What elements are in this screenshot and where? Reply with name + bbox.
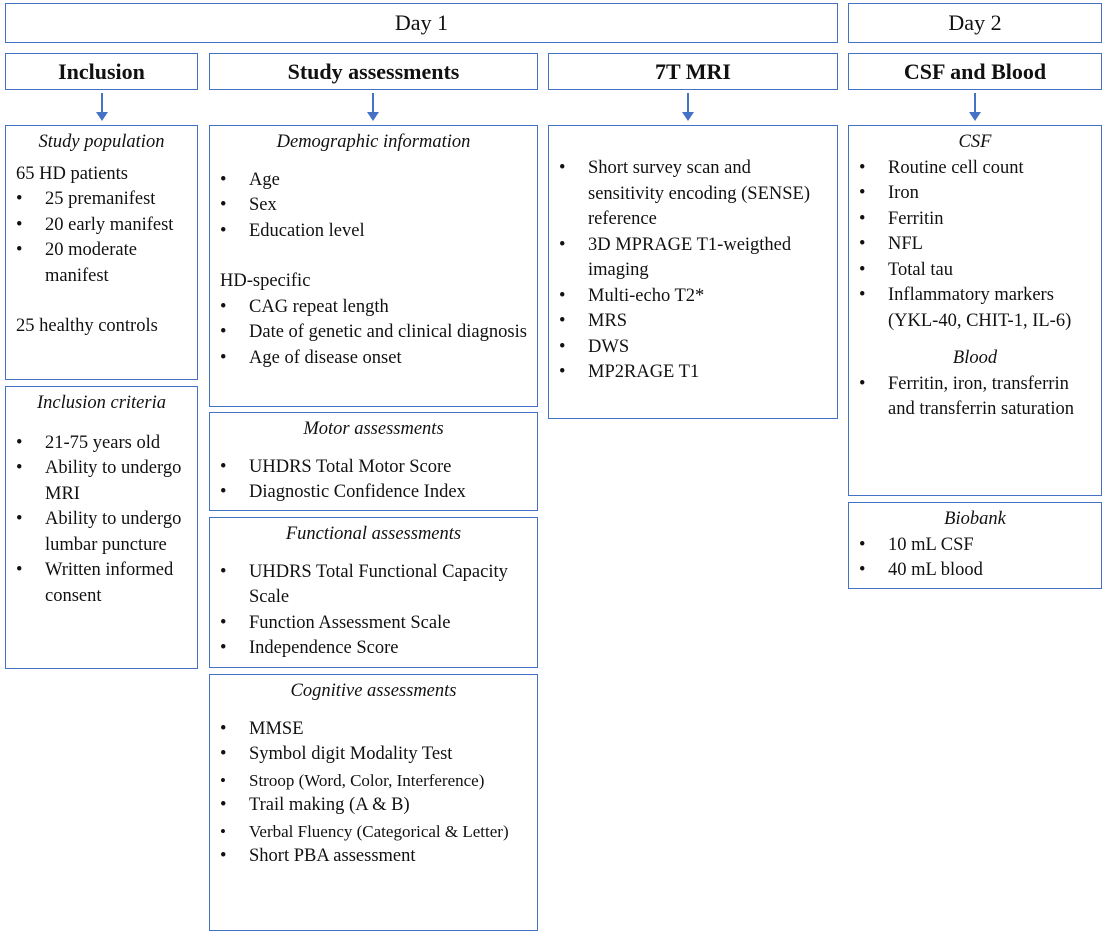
blood-list bbox=[859, 372, 1091, 423]
arrow-inclusion bbox=[96, 93, 108, 121]
biobank-panel bbox=[848, 502, 1102, 589]
mri-panel bbox=[548, 125, 838, 419]
functional-panel bbox=[209, 517, 538, 668]
list-item: • DWS bbox=[559, 335, 827, 361]
patient-groups-list bbox=[16, 187, 187, 289]
list-item: • Independence Score bbox=[220, 636, 527, 662]
arrow-mri bbox=[682, 93, 694, 121]
list-item: • Symbol digit Modality Test bbox=[220, 742, 527, 768]
list-item: • Ferritin, iron, transferrin and transferrin saturation bbox=[859, 372, 1091, 423]
list-item: • Inflammatory markers (YKL-40, CHIT-1, IL-6) bbox=[859, 283, 1091, 334]
list-item: • MMSE bbox=[220, 717, 527, 743]
motor-title: Motor assessments bbox=[303, 419, 444, 439]
day1-label: Day 1 bbox=[394, 10, 449, 35]
day2-label: Day 2 bbox=[948, 10, 1002, 35]
day1-header bbox=[5, 3, 838, 43]
biobank-title: Biobank bbox=[944, 509, 1006, 529]
list-item: • 25 premanifest bbox=[16, 187, 187, 213]
hd-specific-subtitle: HD-specific bbox=[220, 271, 311, 291]
list-item: • Stroop (Word, Color, Interference) bbox=[220, 768, 527, 794]
controls-count: 25 healthy controls bbox=[16, 316, 158, 336]
cognitive-title: Cognitive assessments bbox=[290, 681, 457, 701]
list-item: • CAG repeat length bbox=[220, 295, 527, 321]
list-item: • Short PBA assessment bbox=[220, 844, 527, 870]
demographic-title: Demographic information bbox=[276, 132, 471, 152]
list-item: • Total tau bbox=[859, 258, 1091, 284]
list-item: • Diagnostic Confidence Index bbox=[220, 480, 527, 506]
hd-specific-list bbox=[220, 295, 527, 372]
list-item: • Education level bbox=[220, 219, 527, 245]
inclusion-criteria-list bbox=[16, 431, 187, 610]
list-item: • 10 mL CSF bbox=[859, 533, 1091, 559]
list-item: • Verbal Fluency (Categorical & Letter) bbox=[220, 819, 527, 845]
patients-count: 65 HD patients bbox=[16, 163, 129, 184]
list-item: • MRS bbox=[559, 309, 827, 335]
list-item: • NFL bbox=[859, 232, 1091, 258]
list-item: • UHDRS Total Motor Score bbox=[220, 455, 527, 481]
cognitive-list bbox=[220, 717, 527, 870]
arrow-study bbox=[367, 93, 379, 121]
list-item: • 3D MPRAGE T1-weigthed imaging bbox=[559, 233, 827, 284]
list-item: • 40 mL blood bbox=[859, 558, 1091, 584]
inclusion-label: Inclusion bbox=[58, 58, 145, 84]
demographic-list bbox=[220, 168, 527, 245]
mri-label: 7T MRI bbox=[655, 58, 731, 84]
motor-list bbox=[220, 455, 527, 506]
motor-panel bbox=[209, 412, 538, 511]
list-item: • Short survey scan and sensitivity encoding (SENSE) reference bbox=[559, 156, 827, 233]
study-assessments-header bbox=[209, 53, 538, 90]
csf-list bbox=[859, 156, 1091, 335]
list-item: • 20 early manifest bbox=[16, 213, 187, 239]
day2-header bbox=[848, 3, 1102, 43]
csf-title: CSF bbox=[958, 132, 992, 152]
list-item: • Age bbox=[220, 168, 527, 194]
biobank-list bbox=[859, 533, 1091, 584]
list-item: • 21-75 years old bbox=[16, 431, 187, 457]
functional-list bbox=[220, 560, 527, 662]
study-population-title: Study population bbox=[38, 132, 165, 152]
list-item: • Date of genetic and clinical diagnosis bbox=[220, 320, 527, 346]
list-item: • Written informed consent bbox=[16, 558, 187, 609]
list-item: • Function Assessment Scale bbox=[220, 611, 527, 637]
csf-blood-header bbox=[848, 53, 1102, 90]
functional-title: Functional assessments bbox=[285, 524, 462, 544]
list-item: • Sex bbox=[220, 193, 527, 219]
arrow-csf bbox=[969, 93, 981, 121]
list-item: • MP2RAGE T1 bbox=[559, 360, 827, 386]
list-item: • 20 moderate manifest bbox=[16, 238, 187, 289]
mri-header bbox=[548, 53, 838, 90]
study-population-panel bbox=[5, 125, 198, 380]
csf-panel bbox=[848, 125, 1102, 496]
list-item: • Age of disease onset bbox=[220, 346, 527, 372]
inclusion-criteria-panel bbox=[5, 386, 198, 669]
study-assessments-label: Study assessments bbox=[287, 58, 460, 84]
blood-title: Blood bbox=[952, 348, 998, 368]
list-item: • Iron bbox=[859, 181, 1091, 207]
demographic-panel bbox=[209, 125, 538, 407]
csf-blood-label: CSF and Blood bbox=[903, 58, 1047, 84]
cognitive-panel bbox=[209, 674, 538, 931]
mri-list bbox=[559, 156, 827, 386]
list-item: • UHDRS Total Functional Capacity Scale bbox=[220, 560, 527, 611]
list-item: • Multi-echo T2* bbox=[559, 284, 827, 310]
inclusion-criteria-title: Inclusion criteria bbox=[37, 393, 166, 413]
inclusion-header bbox=[5, 53, 198, 90]
list-item: • Trail making (A & B) bbox=[220, 793, 527, 819]
list-item: • Ability to undergo MRI bbox=[16, 456, 187, 507]
list-item: • Routine cell count bbox=[859, 156, 1091, 182]
list-item: • Ferritin bbox=[859, 207, 1091, 233]
list-item: • Ability to undergo lumbar puncture bbox=[16, 507, 187, 558]
